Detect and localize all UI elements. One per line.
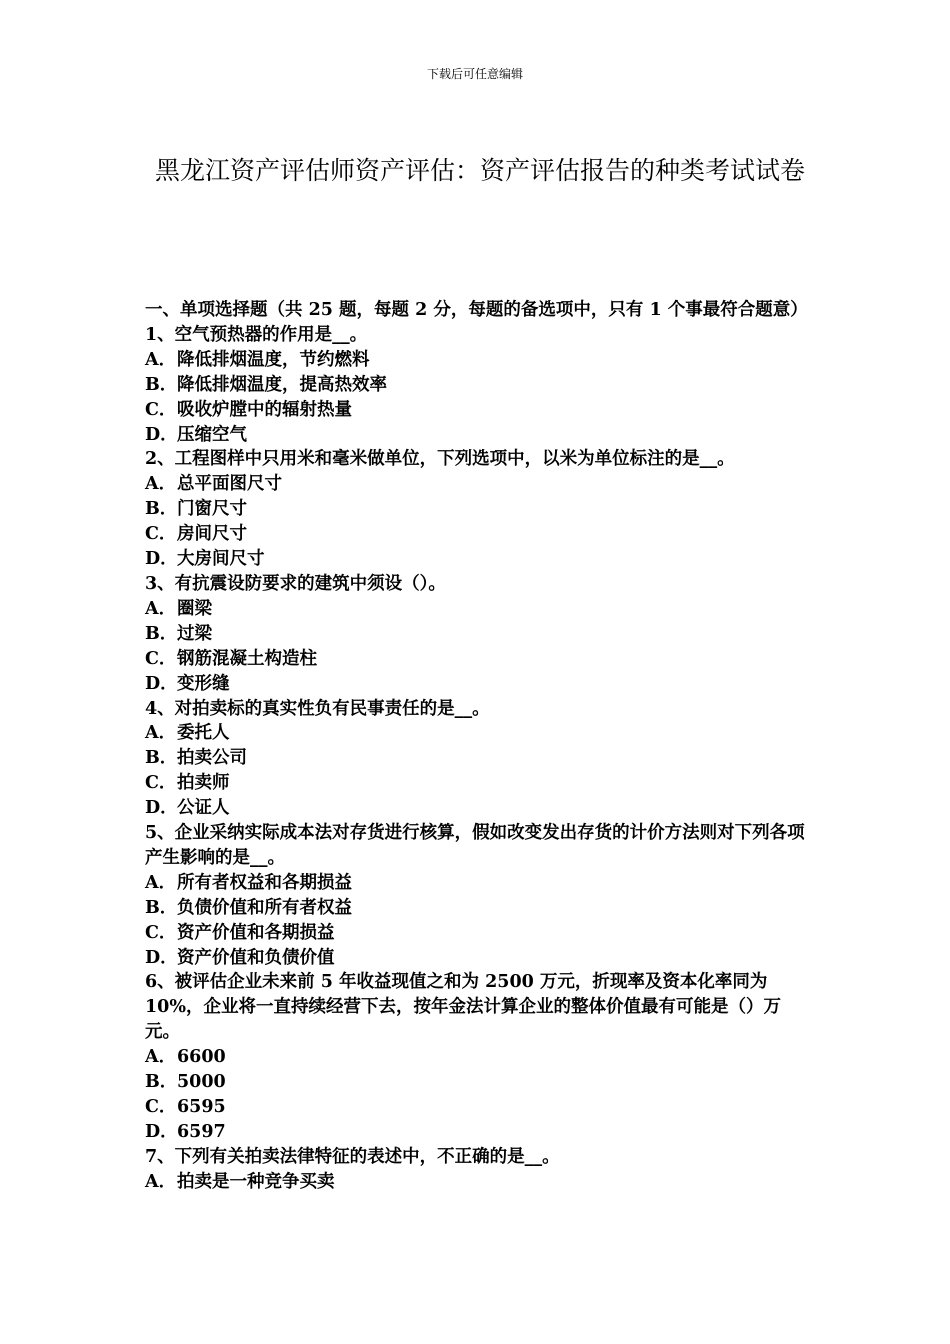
question-stem: 4、对拍卖标的真实性负有民事责任的是__。 [145, 698, 490, 719]
option-text: 5000 [177, 1072, 226, 1093]
answer-option [145, 597, 810, 622]
option-letter: C． [145, 1097, 177, 1117]
answer-option [145, 746, 810, 771]
option-text: 资产价值和负债价值 [177, 947, 335, 968]
option-letter: C． [145, 922, 177, 943]
option-letter: D． [145, 1121, 178, 1142]
option-letter: D． [145, 798, 178, 819]
option-letter: B． [145, 623, 178, 644]
option-text: 6595 [177, 1097, 226, 1117]
option-text: 大房间尺寸 [177, 549, 265, 570]
option-text: 降低排烟温度，节约燃料 [177, 349, 370, 370]
option-letter: C． [145, 773, 177, 794]
answer-option [145, 771, 810, 796]
option-letter: A． [145, 723, 177, 744]
option-letter: A． [145, 1047, 177, 1068]
option-text: 所有者权益和各期损益 [177, 872, 352, 893]
option-letter: D． [145, 947, 178, 968]
option-letter: D． [145, 673, 178, 694]
option-text: 圈梁 [177, 598, 212, 619]
option-text: 降低排烟温度，提高热效率 [177, 374, 387, 395]
answer-option [145, 1070, 810, 1095]
answer-option [145, 348, 810, 373]
option-letter: C． [145, 399, 177, 420]
option-letter: C． [145, 524, 177, 545]
option-text: 资产价值和各期损益 [177, 922, 335, 943]
option-text: 公证人 [177, 798, 230, 819]
option-letter: D． [145, 424, 178, 445]
answer-option [145, 1095, 810, 1120]
answer-option [145, 398, 810, 423]
option-text: 房间尺寸 [177, 524, 247, 545]
option-letter: B． [145, 748, 178, 769]
answer-option [145, 1170, 810, 1195]
option-letter: D． [145, 549, 178, 570]
option-letter: B． [145, 897, 178, 918]
option-letter: B． [145, 374, 178, 395]
question-stem: 1、空气预热器的作用是__。 [145, 324, 368, 345]
answer-option [145, 1045, 810, 1070]
header-note: 下载后可任意编辑 [426, 67, 523, 81]
option-letter: C． [145, 648, 177, 669]
question-stem: 5、企业采纳实际成本法对存货进行核算，假如改变发出存货的计价方法则对下列各项产生影响的是__。 [145, 823, 805, 868]
option-text: 拍卖是一种竞争买卖 [177, 1171, 335, 1192]
option-letter: B． [145, 1072, 178, 1093]
answer-option [145, 1120, 810, 1145]
answer-option [145, 672, 810, 697]
document-body [145, 298, 810, 1195]
question-stem: 7、下列有关拍卖法律特征的表述中，不正确的是__。 [145, 1146, 560, 1167]
option-text: 总平面图尺寸 [177, 474, 282, 495]
option-text: 变形缝 [177, 673, 230, 694]
option-text: 6597 [177, 1121, 226, 1142]
answer-option [145, 522, 810, 547]
question-stem: 2、工程图样中只用米和毫米做单位，下列选项中，以米为单位标注的是__。 [145, 449, 735, 470]
answer-option [145, 946, 810, 971]
option-letter: A． [145, 598, 177, 619]
option-text: 6600 [177, 1047, 226, 1068]
answer-option [145, 871, 810, 896]
option-text: 门窗尺寸 [177, 499, 247, 520]
option-text: 吸收炉膛中的辐射热量 [177, 399, 352, 420]
option-text: 委托人 [177, 723, 230, 744]
answer-option [145, 472, 810, 497]
answer-option [145, 547, 810, 572]
question-stem: 6、被评估企业未来前 5 年收益现值之和为 2500 万元，折现率及资本化率同为 10%，企业将一直持续经营下去，按年金法计算企业的整体价值最有可能是（）万元。 [145, 972, 781, 1043]
answer-option [145, 896, 810, 921]
option-text: 拍卖师 [177, 773, 230, 794]
answer-option [145, 423, 810, 448]
answer-option [145, 921, 810, 946]
option-letter: A． [145, 1171, 177, 1192]
answer-option [145, 622, 810, 647]
answer-option [145, 373, 810, 398]
option-letter: A． [145, 474, 177, 495]
answer-option [145, 721, 810, 746]
option-letter: B． [145, 499, 178, 520]
option-letter: A． [145, 872, 177, 893]
answer-option [145, 796, 810, 821]
option-letter: A． [145, 349, 177, 370]
answer-option [145, 497, 810, 522]
answer-option [145, 647, 810, 672]
option-text: 钢筋混凝土构造柱 [177, 648, 317, 669]
option-text: 负债价值和所有者权益 [177, 897, 352, 918]
document-title: 黑龙江资产评估师资产评估：资产评估报告的种类考试试卷 [154, 156, 805, 185]
option-text: 过梁 [177, 623, 212, 644]
section-heading: 一、单项选择题（共 25 题，每题 2 分，每题的备选项中，只有 1 个事最符合题意） [145, 300, 808, 320]
option-text: 压缩空气 [177, 424, 247, 445]
option-text: 拍卖公司 [177, 748, 247, 769]
question-stem: 3、有抗震设防要求的建筑中须设（）。 [145, 573, 446, 594]
